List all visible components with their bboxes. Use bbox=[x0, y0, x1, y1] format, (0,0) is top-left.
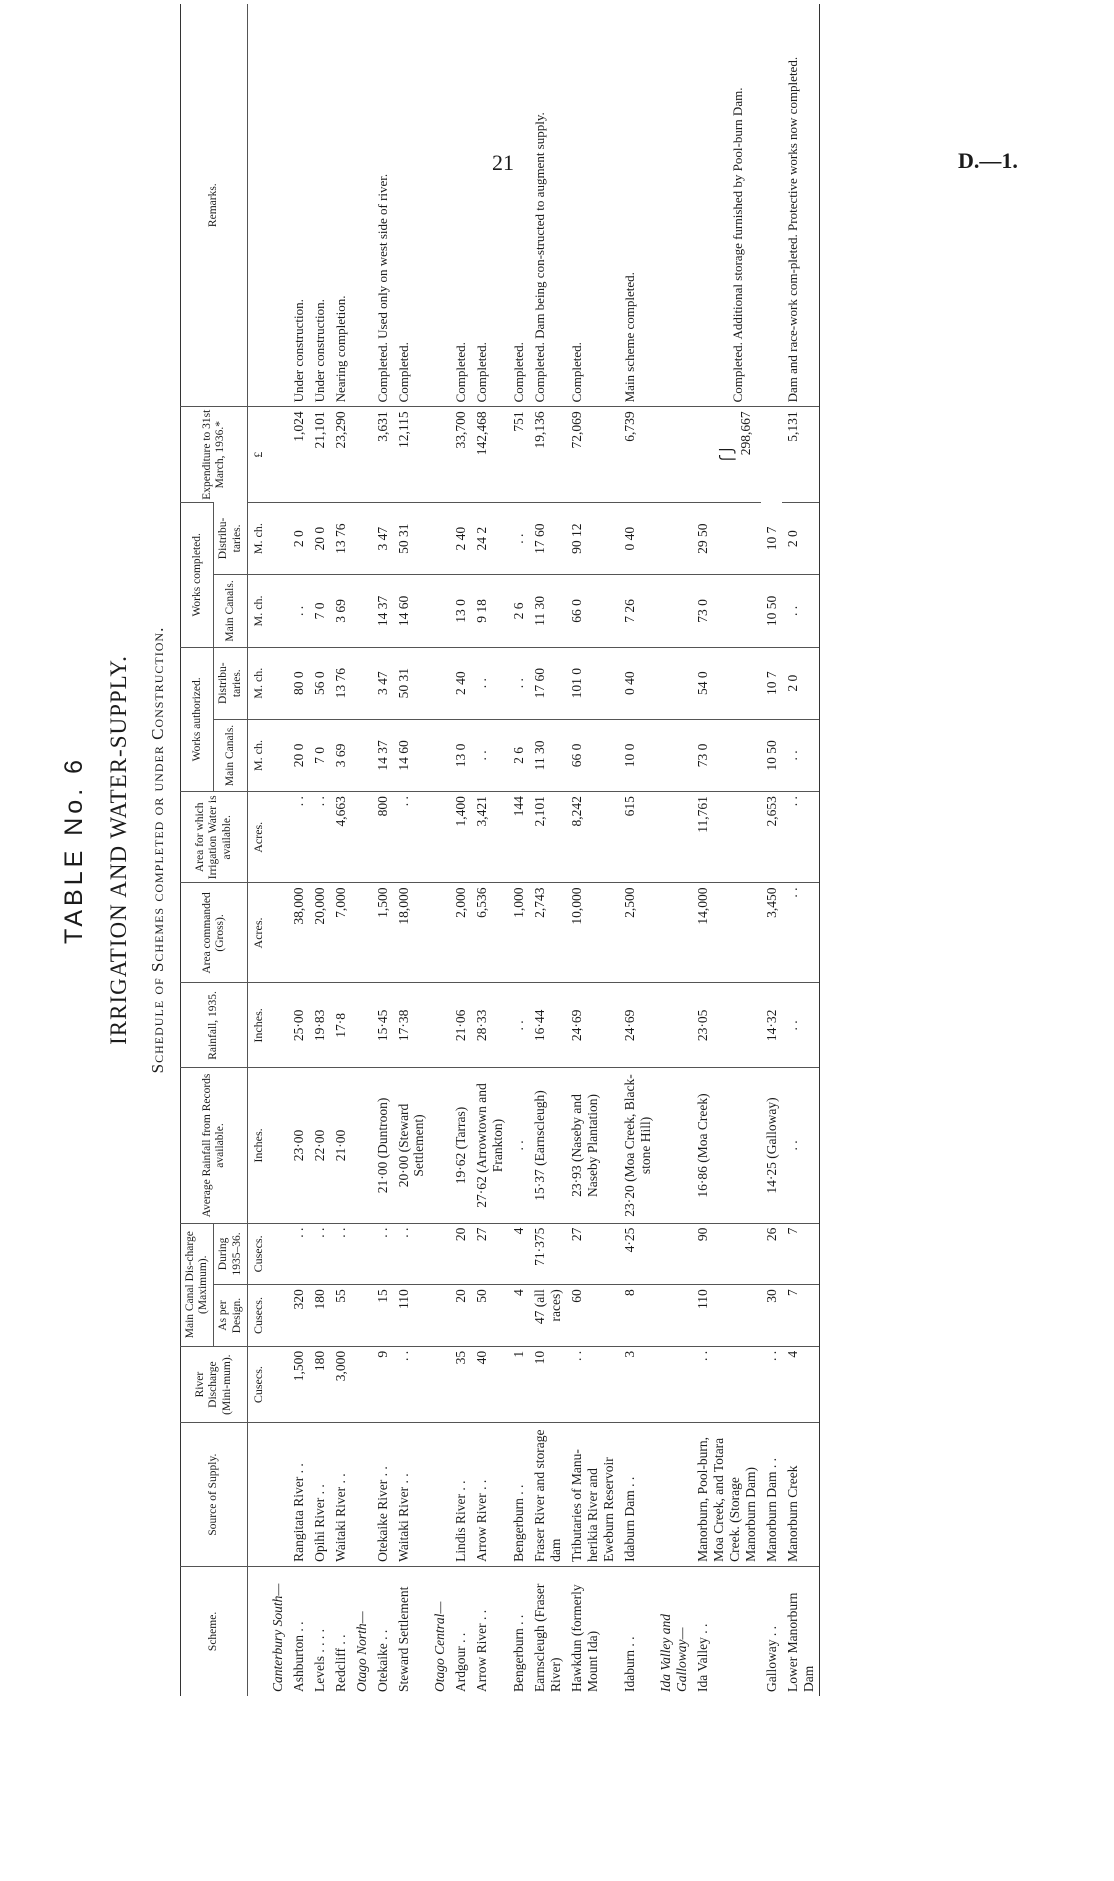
comp-distributaries-cell: 17 60 bbox=[529, 503, 566, 575]
unit-cell: Cusecs. bbox=[247, 1223, 267, 1285]
comp-main-canals-cell: 66 0 bbox=[566, 575, 619, 647]
auth-main-canals-cell: 13 0 bbox=[450, 719, 471, 791]
canal-design-cell: 30 bbox=[761, 1285, 782, 1347]
unit-cell: M. ch. bbox=[247, 647, 267, 719]
scheme-cell: Ida Valley . . bbox=[692, 1566, 761, 1696]
col-works-completed: Works completed. bbox=[181, 503, 214, 648]
area-irrigated-cell: 800 bbox=[372, 792, 393, 883]
source-cell: Rangitata River . . bbox=[288, 1423, 309, 1566]
canal-design-cell: 55 bbox=[330, 1285, 351, 1347]
rainfall-1935-cell: . . bbox=[508, 983, 529, 1068]
comp-main-canals-cell: 7 26 bbox=[619, 575, 656, 647]
comp-distributaries-cell: 0 40 bbox=[619, 503, 656, 575]
rainfall-1935-cell: 14·32 bbox=[761, 983, 782, 1068]
remarks-cell: Main scheme completed. bbox=[621, 272, 637, 403]
area-commanded-cell: 3,450 bbox=[761, 883, 782, 983]
table-subtitle: Schedule of Schemes completed or under Construction. bbox=[148, 626, 167, 1074]
scheme-cell: Idaburn . . bbox=[619, 1566, 656, 1696]
canal-during-cell: . . bbox=[330, 1223, 351, 1285]
river-discharge-cell: 1,500 bbox=[288, 1346, 309, 1423]
scheme-cell: Earnscleugh (Fraser River) bbox=[529, 1566, 566, 1696]
col-works-authorized: Works authorized. bbox=[181, 647, 214, 792]
average-rainfall-cell: . . bbox=[508, 1068, 529, 1223]
area-irrigated-cell: 2,653 bbox=[761, 792, 782, 883]
rainfall-1935-cell: 25·00 bbox=[288, 983, 309, 1068]
group-heading-row bbox=[429, 4, 450, 1696]
comp-distributaries-cell: 29 50 bbox=[692, 503, 761, 575]
river-discharge-cell: 4 bbox=[782, 1346, 819, 1423]
auth-main-canals-cell: 10 0 bbox=[619, 719, 656, 791]
average-rainfall-cell: 23·20 (Moa Creek, Black-stone Hill) bbox=[619, 1068, 656, 1223]
area-irrigated-cell: 1,400 bbox=[450, 792, 471, 883]
auth-main-canals-cell: . . bbox=[471, 719, 508, 791]
canal-during-cell: 20 bbox=[450, 1223, 471, 1285]
col-remarks: Remarks. bbox=[181, 4, 248, 407]
scheme-cell: Ashburton . . bbox=[288, 1566, 309, 1696]
remarks-cell: Completed. Dam being con-structed to augment supply. bbox=[532, 112, 548, 403]
comp-main-canals-cell: . . bbox=[782, 575, 819, 647]
area-commanded-cell: 2,500 bbox=[619, 883, 656, 983]
col-comp-distributaries: Distribu-taries. bbox=[214, 503, 247, 575]
table-row bbox=[508, 4, 529, 1696]
table-row bbox=[782, 4, 819, 1696]
canal-design-cell: 47 (all races) bbox=[529, 1285, 566, 1347]
comp-distributaries-cell: 24 2 bbox=[471, 503, 508, 575]
col-as-per-design: As per Design. bbox=[214, 1285, 247, 1347]
scheme-cell: Arrow River . . bbox=[471, 1566, 508, 1696]
col-rainfall-1935: Rainfall, 1935. bbox=[181, 983, 248, 1068]
col-comp-main-canals: Main Canals. bbox=[214, 575, 247, 647]
table-row bbox=[471, 4, 508, 1696]
unit-cell: £ bbox=[247, 407, 267, 503]
remarks-cell: Completed. bbox=[395, 342, 411, 403]
unit-cell: M. ch. bbox=[247, 719, 267, 791]
source-cell: Lindis River . . bbox=[450, 1423, 471, 1566]
col-average-rainfall: Average Rainfall from Records available. bbox=[181, 1068, 248, 1223]
river-discharge-cell: 10 bbox=[529, 1346, 566, 1423]
river-discharge-cell: 9 bbox=[372, 1346, 393, 1423]
expenditure-cell: 751 bbox=[508, 407, 529, 503]
auth-main-canals-cell: 73 0 bbox=[692, 719, 761, 791]
scheme-cell: Bengerburn . . bbox=[508, 1566, 529, 1696]
auth-main-canals-cell: 11 30 bbox=[529, 719, 566, 791]
col-scheme: Scheme. bbox=[181, 1566, 248, 1696]
area-irrigated-cell: 3,421 bbox=[471, 792, 508, 883]
scheme-cell: Lower Manorburn Dam bbox=[782, 1566, 819, 1696]
comp-main-canals-cell: 11 30 bbox=[529, 575, 566, 647]
canal-design-cell: 8 bbox=[619, 1285, 656, 1347]
area-commanded-cell: . . bbox=[782, 883, 819, 983]
expenditure-cell: 6,739 bbox=[619, 407, 656, 503]
source-cell: Manorburn Creek bbox=[782, 1423, 819, 1566]
expenditure-cell: 72,069 bbox=[566, 407, 619, 503]
canal-during-cell: . . bbox=[372, 1223, 393, 1285]
remarks-cell: Completed. bbox=[453, 342, 469, 403]
brace-mark: ⎧⎭ bbox=[721, 445, 737, 465]
remarks-cell: Dam and race-work com-pleted. Protective works now completed. bbox=[782, 4, 819, 407]
rainfall-1935-cell: 24·69 bbox=[619, 983, 656, 1068]
auth-distributaries-cell: 56 0 bbox=[309, 647, 330, 719]
source-cell: Tributaries of Manu-herikia River and Eweburn Reservoir bbox=[566, 1423, 619, 1566]
rainfall-1935-cell: 17·38 bbox=[393, 983, 430, 1068]
river-discharge-cell: 40 bbox=[471, 1346, 508, 1423]
comp-distributaries-cell: 10 7 bbox=[764, 526, 779, 551]
comp-main-canals-cell: 9 18 bbox=[471, 575, 508, 647]
canal-design-cell: 320 bbox=[288, 1285, 309, 1347]
rainfall-1935-cell: 15·45 bbox=[372, 983, 393, 1068]
document-reference: D.—1. bbox=[958, 148, 1018, 173]
canal-design-cell: 110 bbox=[393, 1285, 430, 1347]
expenditure-cell: 3,631 bbox=[372, 407, 393, 503]
scheme-cell: Levels . . . . bbox=[309, 1566, 330, 1696]
expenditure-cell: 1,024 bbox=[288, 407, 309, 503]
area-commanded-cell: 1,000 bbox=[508, 883, 529, 983]
unit-cell: M. ch. bbox=[247, 503, 267, 575]
group-heading: Otago North— bbox=[351, 1566, 372, 1696]
expenditure-cell: 142,468 bbox=[471, 407, 508, 503]
area-irrigated-cell: 615 bbox=[619, 792, 656, 883]
comp-main-canals-cell: 14 37 bbox=[372, 575, 393, 647]
auth-distributaries-cell: 2 0 bbox=[782, 647, 819, 719]
expenditure-cell: 23,290 bbox=[330, 407, 351, 503]
table-body bbox=[247, 4, 819, 1696]
canal-design-cell: 4 bbox=[508, 1285, 529, 1347]
area-irrigated-cell: 2,101 bbox=[529, 792, 566, 883]
canal-design-cell: 15 bbox=[372, 1285, 393, 1347]
scheme-cell: Steward Settlement bbox=[393, 1566, 430, 1696]
auth-distributaries-cell: 3 47 bbox=[372, 647, 393, 719]
canal-during-cell: . . bbox=[288, 1223, 309, 1285]
expenditure-cell: 33,700 bbox=[450, 407, 471, 503]
canal-design-cell: 50 bbox=[471, 1285, 508, 1347]
unit-cell: M. ch. bbox=[247, 575, 267, 647]
col-area-commanded: Area commanded (Gross). bbox=[181, 883, 248, 983]
group-heading: Canterbury South— bbox=[267, 1566, 288, 1696]
table-row bbox=[330, 4, 351, 1696]
average-rainfall-cell: 22·00 bbox=[309, 1068, 330, 1223]
comp-distributaries-cell: 2 40 bbox=[450, 503, 471, 575]
comp-distributaries-cell: 13 76 bbox=[330, 503, 351, 575]
area-commanded-cell: 10,000 bbox=[566, 883, 619, 983]
area-commanded-cell: 6,536 bbox=[471, 883, 508, 983]
rainfall-1935-cell: 24·69 bbox=[566, 983, 619, 1068]
average-rainfall-cell: 27·62 (Arrowtown and Frankton) bbox=[471, 1068, 508, 1223]
auth-distributaries-cell: . . bbox=[471, 647, 508, 719]
river-discharge-cell: . . bbox=[393, 1346, 430, 1423]
combined-expenditure-cell bbox=[692, 407, 782, 503]
unit-cell: Acres. bbox=[247, 883, 267, 983]
average-rainfall-cell: 23·93 (Naseby and Naseby Plantation) bbox=[566, 1068, 619, 1223]
auth-distributaries-cell: . . bbox=[508, 647, 529, 719]
river-discharge-cell: . . bbox=[692, 1346, 761, 1423]
comp-distributaries-cell: 20 0 bbox=[309, 503, 330, 575]
rainfall-1935-cell: 28·33 bbox=[471, 983, 508, 1068]
remarks-cell: Completed. Used only on west side of river. bbox=[374, 173, 390, 403]
source-cell: Arrow River . . bbox=[471, 1423, 508, 1566]
comp-main-canals-cell: 2 6 bbox=[508, 575, 529, 647]
auth-main-canals-cell: 14 60 bbox=[393, 719, 430, 791]
average-rainfall-cell: 23·00 bbox=[288, 1068, 309, 1223]
remarks-cell: Under construction. bbox=[311, 299, 327, 403]
col-expenditure: Expenditure to 31st March, 1936.* bbox=[181, 407, 248, 503]
comp-distributaries-cell: 2 0 bbox=[782, 503, 819, 575]
table-row bbox=[288, 4, 309, 1696]
auth-distributaries-cell: 2 40 bbox=[450, 647, 471, 719]
area-commanded-cell: 38,000 bbox=[288, 883, 309, 983]
scheme-cell: Otekaike . . bbox=[372, 1566, 393, 1696]
canal-during-cell: 4 bbox=[508, 1223, 529, 1285]
river-discharge-cell: 180 bbox=[309, 1346, 330, 1423]
source-cell: Fraser River and storage dam bbox=[529, 1423, 566, 1566]
combined-remarks-cell: Completed. Additional storage furnished by Pool-burn Dam. bbox=[729, 87, 745, 403]
area-irrigated-cell: . . bbox=[393, 792, 430, 883]
average-rainfall-cell: 21·00 (Duntroon) bbox=[372, 1068, 393, 1223]
table-row bbox=[692, 4, 761, 1696]
average-rainfall-cell: 20·00 (Steward Settlement) bbox=[393, 1068, 430, 1223]
comp-distributaries-cell: 2 0 bbox=[288, 503, 309, 575]
canal-during-cell: 4·25 bbox=[619, 1223, 656, 1285]
canal-during-cell: 90 bbox=[692, 1223, 761, 1285]
auth-main-canals-cell: 7 0 bbox=[309, 719, 330, 791]
remarks-cell: Under construction. bbox=[290, 299, 306, 403]
canal-during-cell: . . bbox=[393, 1223, 430, 1285]
river-discharge-cell: 35 bbox=[450, 1346, 471, 1423]
remarks-cell: Nearing completion. bbox=[332, 295, 348, 403]
expenditure-cell: 21,101 bbox=[309, 407, 330, 503]
area-commanded-cell: 2,000 bbox=[450, 883, 471, 983]
table-row bbox=[529, 4, 566, 1696]
area-commanded-cell: 18,000 bbox=[393, 883, 430, 983]
canal-design-cell: 20 bbox=[450, 1285, 471, 1347]
col-river-discharge: River Discharge (Mini-mum). bbox=[181, 1346, 248, 1423]
comp-main-canals-cell: 13 0 bbox=[450, 575, 471, 647]
river-discharge-cell: 1 bbox=[508, 1346, 529, 1423]
expenditure-cell: 12,115 bbox=[393, 407, 430, 503]
table-row bbox=[309, 4, 330, 1696]
source-cell: Bengerburn . . bbox=[508, 1423, 529, 1566]
comp-main-canals-cell: 3 69 bbox=[330, 575, 351, 647]
source-cell: Opihi River . . bbox=[309, 1423, 330, 1566]
area-commanded-cell: 20,000 bbox=[309, 883, 330, 983]
source-cell: Waitaki River . . bbox=[393, 1423, 430, 1566]
source-cell: Manorburn Dam . . bbox=[761, 1423, 782, 1566]
col-source: Source of Supply. bbox=[181, 1423, 248, 1566]
comp-main-canals-cell: 73 0 bbox=[692, 575, 761, 647]
auth-main-canals-cell: 66 0 bbox=[566, 719, 619, 791]
canal-during-cell: 7 bbox=[782, 1223, 819, 1285]
auth-distributaries-cell: 17 60 bbox=[529, 647, 566, 719]
area-irrigated-cell: . . bbox=[309, 792, 330, 883]
rainfall-1935-cell: 21·06 bbox=[450, 983, 471, 1068]
canal-during-cell: 27 bbox=[566, 1223, 619, 1285]
unit-cell: Inches. bbox=[247, 1068, 267, 1223]
area-irrigated-cell: . . bbox=[288, 792, 309, 883]
auth-main-canals-cell: 10 50 bbox=[761, 719, 782, 791]
rainfall-1935-cell: 17·8 bbox=[330, 983, 351, 1068]
rainfall-1935-cell: . . bbox=[782, 983, 819, 1068]
comp-distributaries-cell: 50 31 bbox=[393, 503, 430, 575]
source-cell: Otekaike River . . bbox=[372, 1423, 393, 1566]
comp-distributaries-cell: 90 12 bbox=[566, 503, 619, 575]
canal-during-cell: 26 bbox=[761, 1223, 782, 1285]
average-rainfall-cell: 14·25 (Galloway) bbox=[761, 1068, 782, 1223]
rainfall-1935-cell: 19·83 bbox=[309, 983, 330, 1068]
average-rainfall-cell: 19·62 (Tarras) bbox=[450, 1068, 471, 1223]
scheme-cell: Redcliff . . bbox=[330, 1566, 351, 1696]
comp-distributaries-cell: 3 47 bbox=[372, 503, 393, 575]
col-area-irrigated: Area for which Irrigation Water is available. bbox=[181, 792, 248, 883]
area-commanded-cell: 7,000 bbox=[330, 883, 351, 983]
area-irrigated-cell: 4,663 bbox=[330, 792, 351, 883]
table-row bbox=[619, 4, 656, 1696]
auth-distributaries-cell: 50 31 bbox=[393, 647, 430, 719]
river-discharge-cell: . . bbox=[566, 1346, 619, 1423]
scheme-cell: Hawkdun (formerly Mount Ida) bbox=[566, 1566, 619, 1696]
area-irrigated-cell: . . bbox=[782, 792, 819, 883]
average-rainfall-cell: 15·37 (Earnscleugh) bbox=[529, 1068, 566, 1223]
units-row bbox=[247, 4, 267, 1696]
col-auth-main-canals: Main Canals. bbox=[214, 719, 247, 791]
table-row bbox=[450, 4, 471, 1696]
table-title: IRRIGATION AND WATER-SUPPLY. bbox=[106, 655, 131, 1045]
page-number: 21 bbox=[492, 150, 514, 175]
source-cell: Idaburn Dam . . bbox=[619, 1423, 656, 1566]
average-rainfall-cell: 21·00 bbox=[330, 1068, 351, 1223]
rainfall-1935-cell: 23·05 bbox=[692, 983, 761, 1068]
auth-distributaries-cell: 54 0 bbox=[692, 647, 761, 719]
comp-distributaries-cell: . . bbox=[508, 503, 529, 575]
auth-distributaries-cell: 13 76 bbox=[330, 647, 351, 719]
expenditure-cell: 5,131 bbox=[782, 407, 819, 503]
river-discharge-cell: 3,000 bbox=[330, 1346, 351, 1423]
group-heading-row bbox=[655, 4, 692, 1696]
source-cell: Waitaki River . . bbox=[330, 1423, 351, 1566]
area-irrigated-cell: 8,242 bbox=[566, 792, 619, 883]
auth-main-canals-cell: 2 6 bbox=[508, 719, 529, 791]
unit-cell: Inches. bbox=[247, 983, 267, 1068]
river-discharge-cell: . . bbox=[761, 1346, 782, 1423]
auth-main-canals-cell: 14 37 bbox=[372, 719, 393, 791]
combined-expenditure-value: 298,667 bbox=[737, 411, 753, 456]
rotated-table-sheet bbox=[60, 0, 930, 1700]
area-commanded-cell: 14,000 bbox=[692, 883, 761, 983]
unit-cell: Cusecs. bbox=[247, 1285, 267, 1347]
canal-design-cell: 7 bbox=[782, 1285, 819, 1347]
group-heading: Otago Central— bbox=[429, 1566, 450, 1696]
table-row bbox=[393, 4, 430, 1696]
table-number: TABLE No. 6 bbox=[60, 755, 88, 945]
canal-during-cell: 27 bbox=[471, 1223, 508, 1285]
table-row bbox=[372, 4, 393, 1696]
canal-design-cell: 60 bbox=[566, 1285, 619, 1347]
area-irrigated-cell: 144 bbox=[508, 792, 529, 883]
canal-design-cell: 110 bbox=[692, 1285, 761, 1347]
group-heading: Ida Valley and Galloway— bbox=[655, 1566, 692, 1696]
auth-main-canals-cell: 20 0 bbox=[288, 719, 309, 791]
unit-cell: Cusecs. bbox=[247, 1346, 267, 1423]
canal-design-cell: 180 bbox=[309, 1285, 330, 1347]
river-discharge-cell: 3 bbox=[619, 1346, 656, 1423]
expenditure-cell: 19,136 bbox=[529, 407, 566, 503]
col-auth-distributaries: Distribu-taries. bbox=[214, 647, 247, 719]
area-commanded-cell: 1,500 bbox=[372, 883, 393, 983]
col-during-1935-36: During 1935–36. bbox=[214, 1223, 247, 1285]
remarks-cell: Completed. bbox=[511, 342, 527, 403]
group-heading-row bbox=[351, 4, 372, 1696]
area-irrigated-cell: 11,761 bbox=[692, 792, 761, 883]
group-heading-row bbox=[267, 4, 288, 1696]
auth-distributaries-cell: 101 0 bbox=[566, 647, 619, 719]
comp-main-canals-cell: 7 0 bbox=[309, 575, 330, 647]
schedule-table bbox=[180, 4, 820, 1696]
unit-cell: Acres. bbox=[247, 792, 267, 883]
scheme-cell: Galloway . . bbox=[761, 1566, 782, 1696]
auth-distributaries-cell: 0 40 bbox=[619, 647, 656, 719]
area-commanded-cell: 2,743 bbox=[529, 883, 566, 983]
scheme-cell: Ardgour . . bbox=[450, 1566, 471, 1696]
auth-main-canals-cell: 3 69 bbox=[330, 719, 351, 791]
canal-during-cell: 71·375 bbox=[529, 1223, 566, 1285]
average-rainfall-cell: 16·86 (Moa Creek) bbox=[692, 1068, 761, 1223]
comp-main-canals-cell: 10 50 bbox=[761, 575, 782, 647]
source-cell: Manorburn, Pool-burn, Moa Creek, and Totara Creek. (Storage Manorburn Dam) bbox=[692, 1423, 761, 1566]
canal-during-cell: . . bbox=[309, 1223, 330, 1285]
auth-distributaries-cell: 80 0 bbox=[288, 647, 309, 719]
table-row bbox=[566, 4, 619, 1696]
rainfall-1935-cell: 16·44 bbox=[529, 983, 566, 1068]
remarks-cell: Completed. bbox=[474, 342, 490, 403]
comp-main-canals-cell: . . bbox=[288, 575, 309, 647]
comp-main-canals-cell: 14 60 bbox=[393, 575, 430, 647]
auth-main-canals-cell: . . bbox=[782, 719, 819, 791]
auth-distributaries-cell: 10 7 bbox=[761, 647, 782, 719]
remarks-cell: Completed. bbox=[568, 342, 584, 403]
average-rainfall-cell: . . bbox=[782, 1068, 819, 1223]
col-main-canal-discharge: Main Canal Dis-charge (Maximum). bbox=[181, 1223, 214, 1346]
